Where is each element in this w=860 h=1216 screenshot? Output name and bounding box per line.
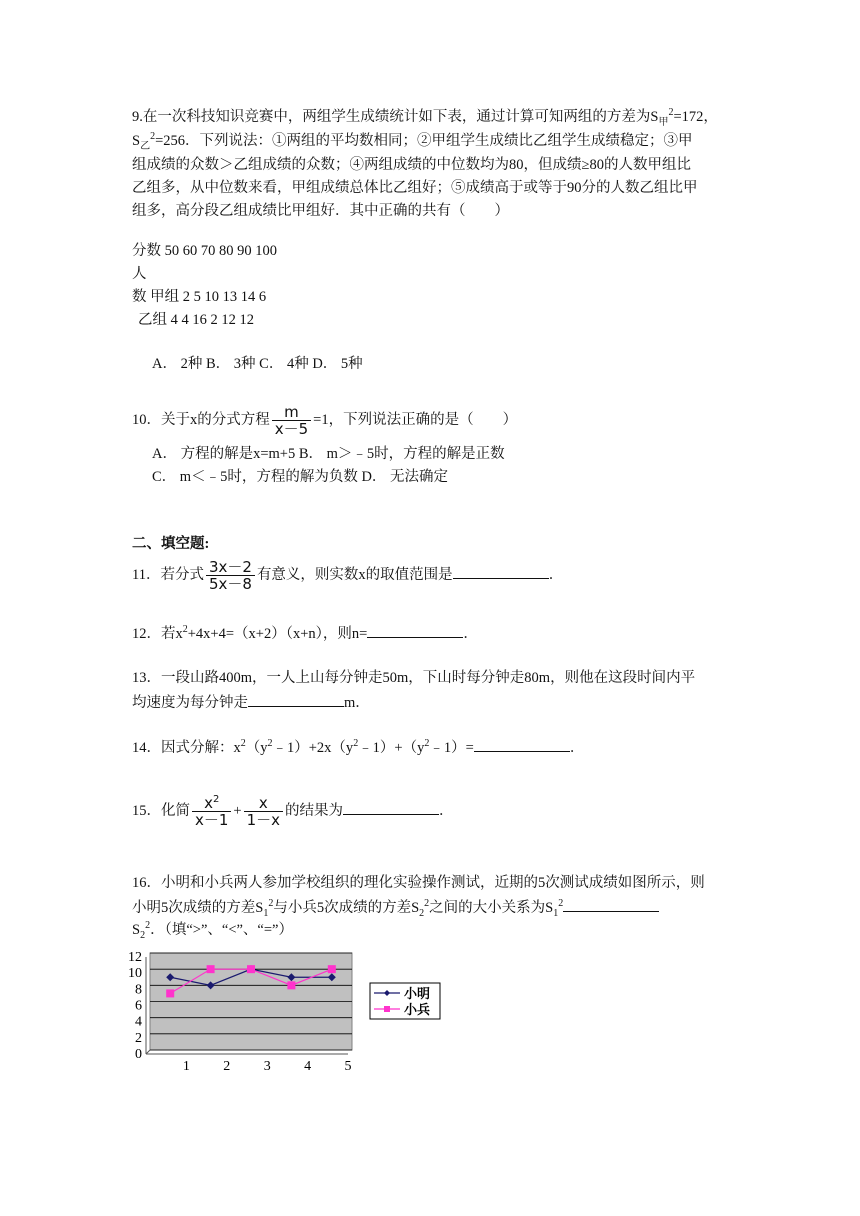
score-line-chart — [128, 945, 458, 1070]
q10-options-1: A． 方程的解是x=m+5 B． m＞﹣5时，方程的解是正数 — [152, 446, 505, 462]
chart-x-tick-label: 4 — [304, 1059, 312, 1070]
q9-line-5: 组多，高分段乙组成绩比甲组好．其中正确的共有（ ） — [132, 203, 509, 219]
q11-stem: 11．若分式 $\frac{3x-2}{5x-8}$ 有意义，则实数x的取值范围是 ． — [132, 558, 564, 594]
chart-x-tick-label: 1 — [182, 1059, 190, 1070]
chart-point-1-1 — [207, 965, 215, 973]
q12-stem: 12．若$x^2+4x+4=(x+2)(x+n)$，则n= ． — [132, 624, 478, 642]
chart-legend-label-1: 小兵 — [404, 1002, 431, 1017]
q11-answer-blank[interactable] — [453, 564, 549, 579]
chart-corner — [146, 1050, 150, 1054]
q15-stem: 15．化简 $\frac{x^2}{x-1}$ + $\frac{x}{1-x}$ 的结果为 ． — [132, 794, 454, 830]
chart-point-1-3 — [287, 981, 295, 989]
q9-table-row-2: 人 — [132, 266, 147, 282]
q16-line-2: 小明5次成绩的方差$S_1^2$与小兵5次成绩的方差$S_2^2$之间的大小关系为$S_1^2$ — [132, 897, 659, 918]
chart-x-tick-label: 3 — [263, 1059, 271, 1070]
chart-y-tick-label: 12 — [128, 950, 142, 965]
q13-line-2: 均速度为每分钟走 m． — [132, 692, 370, 713]
q10-fraction: $\frac{m}{x-5}$ — [272, 404, 311, 437]
chart-point-1-0 — [166, 989, 174, 997]
chart-y-tick-label: 10 — [128, 966, 142, 982]
chart-legend-marker-1 — [384, 1006, 390, 1012]
chart-x-tick-label: 2 — [223, 1059, 231, 1070]
q14-answer-blank[interactable] — [474, 737, 570, 752]
chart-y-tick-label: 4 — [135, 1014, 142, 1030]
section-2-heading: 二、填空题: — [132, 536, 210, 552]
chart-legend-label-0: 小明 — [404, 986, 431, 1001]
q9-line-4: 乙组多，从中位数来看，甲组成绩总体比乙组好；⑤成绩高于或等于90分的人数乙组比甲 — [132, 180, 698, 196]
q9-table-row-1: 分数 50 60 70 80 90 100 — [132, 243, 277, 259]
q9-options: A． 2种 B． 3种 C． 4种 D． 5种 — [152, 356, 363, 372]
q13-line-1: 13．一段山路400m，一人上山每分钟走50m，下山时每分钟走80m，则他在这段时间内平 — [132, 670, 696, 686]
q9-line-3: 组成绩的众数＞乙组成绩的众数；④两组成绩的中位数均为80，但成绩≥80的人数甲组比 — [132, 157, 691, 173]
chart-x-tick-label: 5 — [344, 1059, 352, 1070]
q15-fraction-2: $\frac{x}{1-x}$ — [244, 795, 283, 828]
chart-point-1-2 — [247, 965, 255, 973]
q11-fraction: $\frac{3x-2}{5x-8}$ — [206, 559, 255, 592]
q16-line-3: $S_2^2$．（填“>”、“<”、“=”） — [132, 920, 293, 941]
q10-options-2: C． m＜﹣5时，方程的解为负数 D． 无法确定 — [152, 469, 449, 485]
q10-stem: 10．关于x的分式方程 $\frac{m}{x-5}$ =1，下列说法正确的是（ ） — [132, 403, 518, 439]
q15-fraction-1: $\frac{x^2}{x-1}$ — [192, 795, 231, 828]
q15-answer-blank[interactable] — [343, 800, 439, 815]
chart-y-tick-label: 6 — [135, 998, 142, 1014]
chart-point-1-4 — [328, 965, 336, 973]
q13-answer-blank[interactable] — [248, 692, 344, 707]
q9-table-row-3: 数 甲组 2 5 10 13 14 6 — [132, 289, 267, 305]
q16-answer-blank[interactable] — [563, 897, 659, 912]
q9-line-1: 9.在一次科技知识竞赛中，两组学生成绩统计如下表，通过计算可知两组的方差为$S_甲^2=172$， — [132, 107, 718, 128]
q9-table-row-4: 乙组 4 4 16 2 12 12 — [138, 312, 254, 328]
chart-y-tick-label: 2 — [135, 1030, 142, 1046]
q16-line-1: 16．小明和小兵两人参加学校组织的理化实验操作测试，近期的5次测试成绩如图所示，则 — [132, 875, 705, 891]
q14-stem: 14．因式分解：$x^2(y^2﹣1)+2x(y^2﹣1)+(y^2﹣1)=$ ． — [132, 738, 585, 756]
q9-line-2: $S_乙^2=256$．下列说法：①两组的平均数相同；②甲组学生成绩比乙组学生成绩稳定；③甲 — [132, 131, 693, 152]
q12-answer-blank[interactable] — [367, 623, 463, 638]
chart-y-tick-label: 0 — [135, 1047, 142, 1062]
chart-y-tick-label: 8 — [135, 982, 142, 998]
